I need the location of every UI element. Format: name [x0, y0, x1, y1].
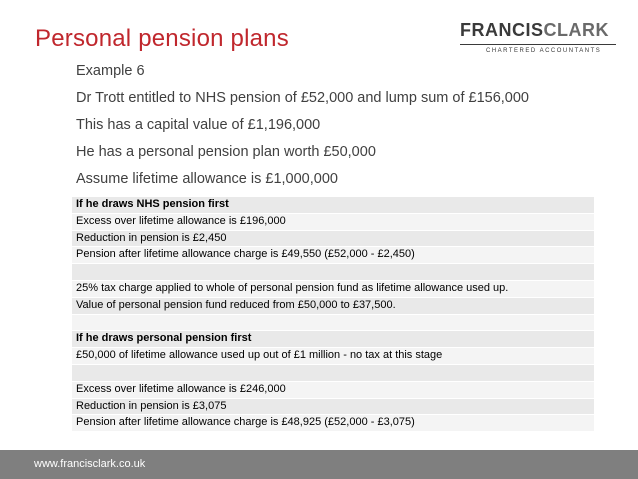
slide-title: Personal pension plans [35, 25, 289, 52]
francis-clark-logo [460, 20, 620, 54]
bullet-item: This has a capital value of £1,196,000 [76, 117, 321, 133]
logo-brand-second: CLARK [543, 20, 609, 40]
table-row: Reduction in pension is £3,075 [72, 399, 594, 416]
logo-brand [460, 20, 620, 41]
bullet-item: He has a personal pension plan worth £50,000 [76, 144, 376, 160]
footer-website: www.francisclark.co.uk [34, 458, 146, 470]
table-row: 25% tax charge applied to whole of personal pension fund as lifetime allowance used up. [72, 281, 594, 298]
table-row-heading: If he draws NHS pension first [72, 197, 594, 214]
footer-bar [0, 450, 638, 479]
table-row-blank [72, 365, 594, 382]
table-row: Value of personal pension fund reduced from £50,000 to £37,500. [72, 298, 594, 315]
table-row: Pension after lifetime allowance charge is £49,550 (£52,000 - £2,450) [72, 247, 594, 264]
bullet-item: Example 6 [76, 63, 145, 79]
logo-brand-first: FRANCIS [460, 20, 544, 40]
bullet-list [76, 58, 529, 193]
bullet-item: Assume lifetime allowance is £1,000,000 [76, 171, 338, 187]
table-row-blank [72, 264, 594, 281]
table-row: Pension after lifetime allowance charge is £48,925 (£52,000 - £3,075) [72, 415, 594, 432]
table-row: Excess over lifetime allowance is £196,000 [72, 214, 594, 231]
table-row: Excess over lifetime allowance is £246,000 [72, 382, 594, 399]
table-row-heading: If he draws personal pension first [72, 331, 594, 348]
logo-divider [460, 44, 616, 45]
table-row: £50,000 of lifetime allowance used up out of £1 million - no tax at this stage [72, 348, 594, 365]
calculation-table [72, 197, 594, 432]
table-row-blank [72, 315, 594, 332]
bullet-item: Dr Trott entitled to NHS pension of £52,000 and lump sum of £156,000 [76, 90, 529, 106]
table-row: Reduction in pension is £2,450 [72, 231, 594, 248]
logo-subtitle: CHARTERED ACCOUNTANTS [486, 48, 602, 54]
